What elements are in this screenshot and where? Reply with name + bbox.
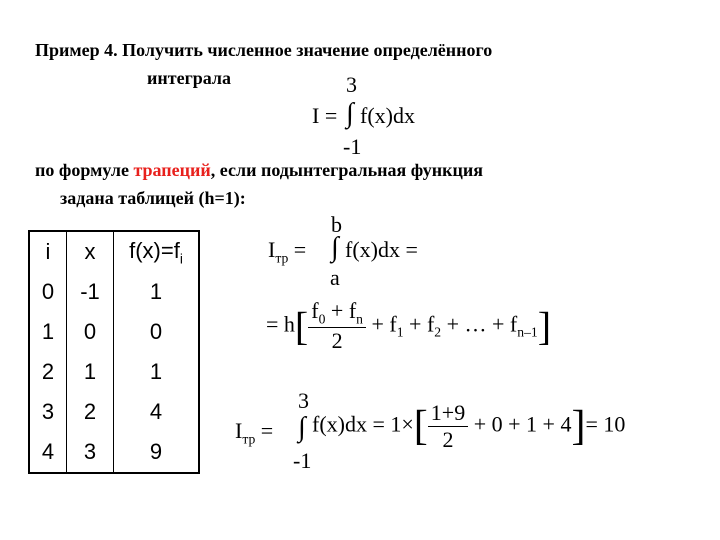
table-row <box>29 352 199 392</box>
table-row <box>29 432 199 473</box>
trap-lower-limit: a <box>330 265 340 290</box>
cell-x: 0 <box>67 312 114 352</box>
trap-lhs: $I_{тр}$ = <box>268 237 307 266</box>
result-integral-sign: ∫ <box>298 412 306 443</box>
table-row <box>29 312 199 352</box>
table-row <box>29 272 199 312</box>
header-f: $f(x)=f_i$ <box>129 237 183 267</box>
table-header-row <box>29 231 199 272</box>
cell-x: 1 <box>67 352 114 392</box>
integral-lower-limit: -1 <box>343 134 362 159</box>
cell-i: 2 <box>41 359 55 384</box>
result-upper-limit: 3 <box>298 388 309 413</box>
cell-x: 3 <box>67 432 114 473</box>
result-fraction: $\frac{1+9}{2}$ <box>428 400 468 453</box>
cell-f: 1 <box>149 359 163 384</box>
trap-integral-sign: ∫ <box>331 232 339 263</box>
cell-f: 0 <box>149 319 163 344</box>
values-table <box>28 230 200 474</box>
integral-lhs: I = <box>312 103 338 128</box>
cell-i: 1 <box>41 319 55 344</box>
result-lower-limit: -1 <box>293 448 312 473</box>
trap-expansion: = h[ $\frac{f_0 + f_n}{2}$ + $f_1 + f_2$ + … + $f_{n-1}$] <box>266 298 552 354</box>
header-i: i <box>45 239 51 264</box>
cell-f: 9 <box>149 439 163 464</box>
cell-x: 2 <box>67 392 114 432</box>
integral-integrand: f(x)dx <box>360 103 415 128</box>
cell-i: 3 <box>41 399 55 424</box>
method-highlight: трапеций <box>133 160 211 180</box>
example-title-line2: интеграла <box>147 68 232 88</box>
example-title: Пример 4. Получить численное значение определённого <box>35 40 493 60</box>
cell-f: 1 <box>149 279 163 304</box>
table-row <box>29 392 199 432</box>
cell-i: 0 <box>41 279 55 304</box>
result-expression: f(x)dx = 1×[ $\frac{1+9}{2}$ + 0 + 1 + 4]= 10 <box>312 400 626 452</box>
cell-i: 4 <box>41 439 55 464</box>
condition-text-line2: задана таблицей (h=1): <box>60 188 246 208</box>
integral-upper-limit: 3 <box>346 72 357 97</box>
cell-x: -1 <box>67 272 114 312</box>
result-lhs: $I_{тр}$ = <box>235 418 274 447</box>
trap-upper-limit: b <box>331 212 342 237</box>
condition-text: по формуле трапеций, если подынтегральная функция <box>35 160 483 180</box>
header-x: x <box>67 231 114 272</box>
trap-fraction: $\frac{f_0 + f_n}{2}$ <box>308 298 366 354</box>
trap-integrand: f(x)dx = <box>345 237 418 262</box>
integral-sign: ∫ <box>346 98 354 129</box>
cell-f: 4 <box>149 399 163 424</box>
